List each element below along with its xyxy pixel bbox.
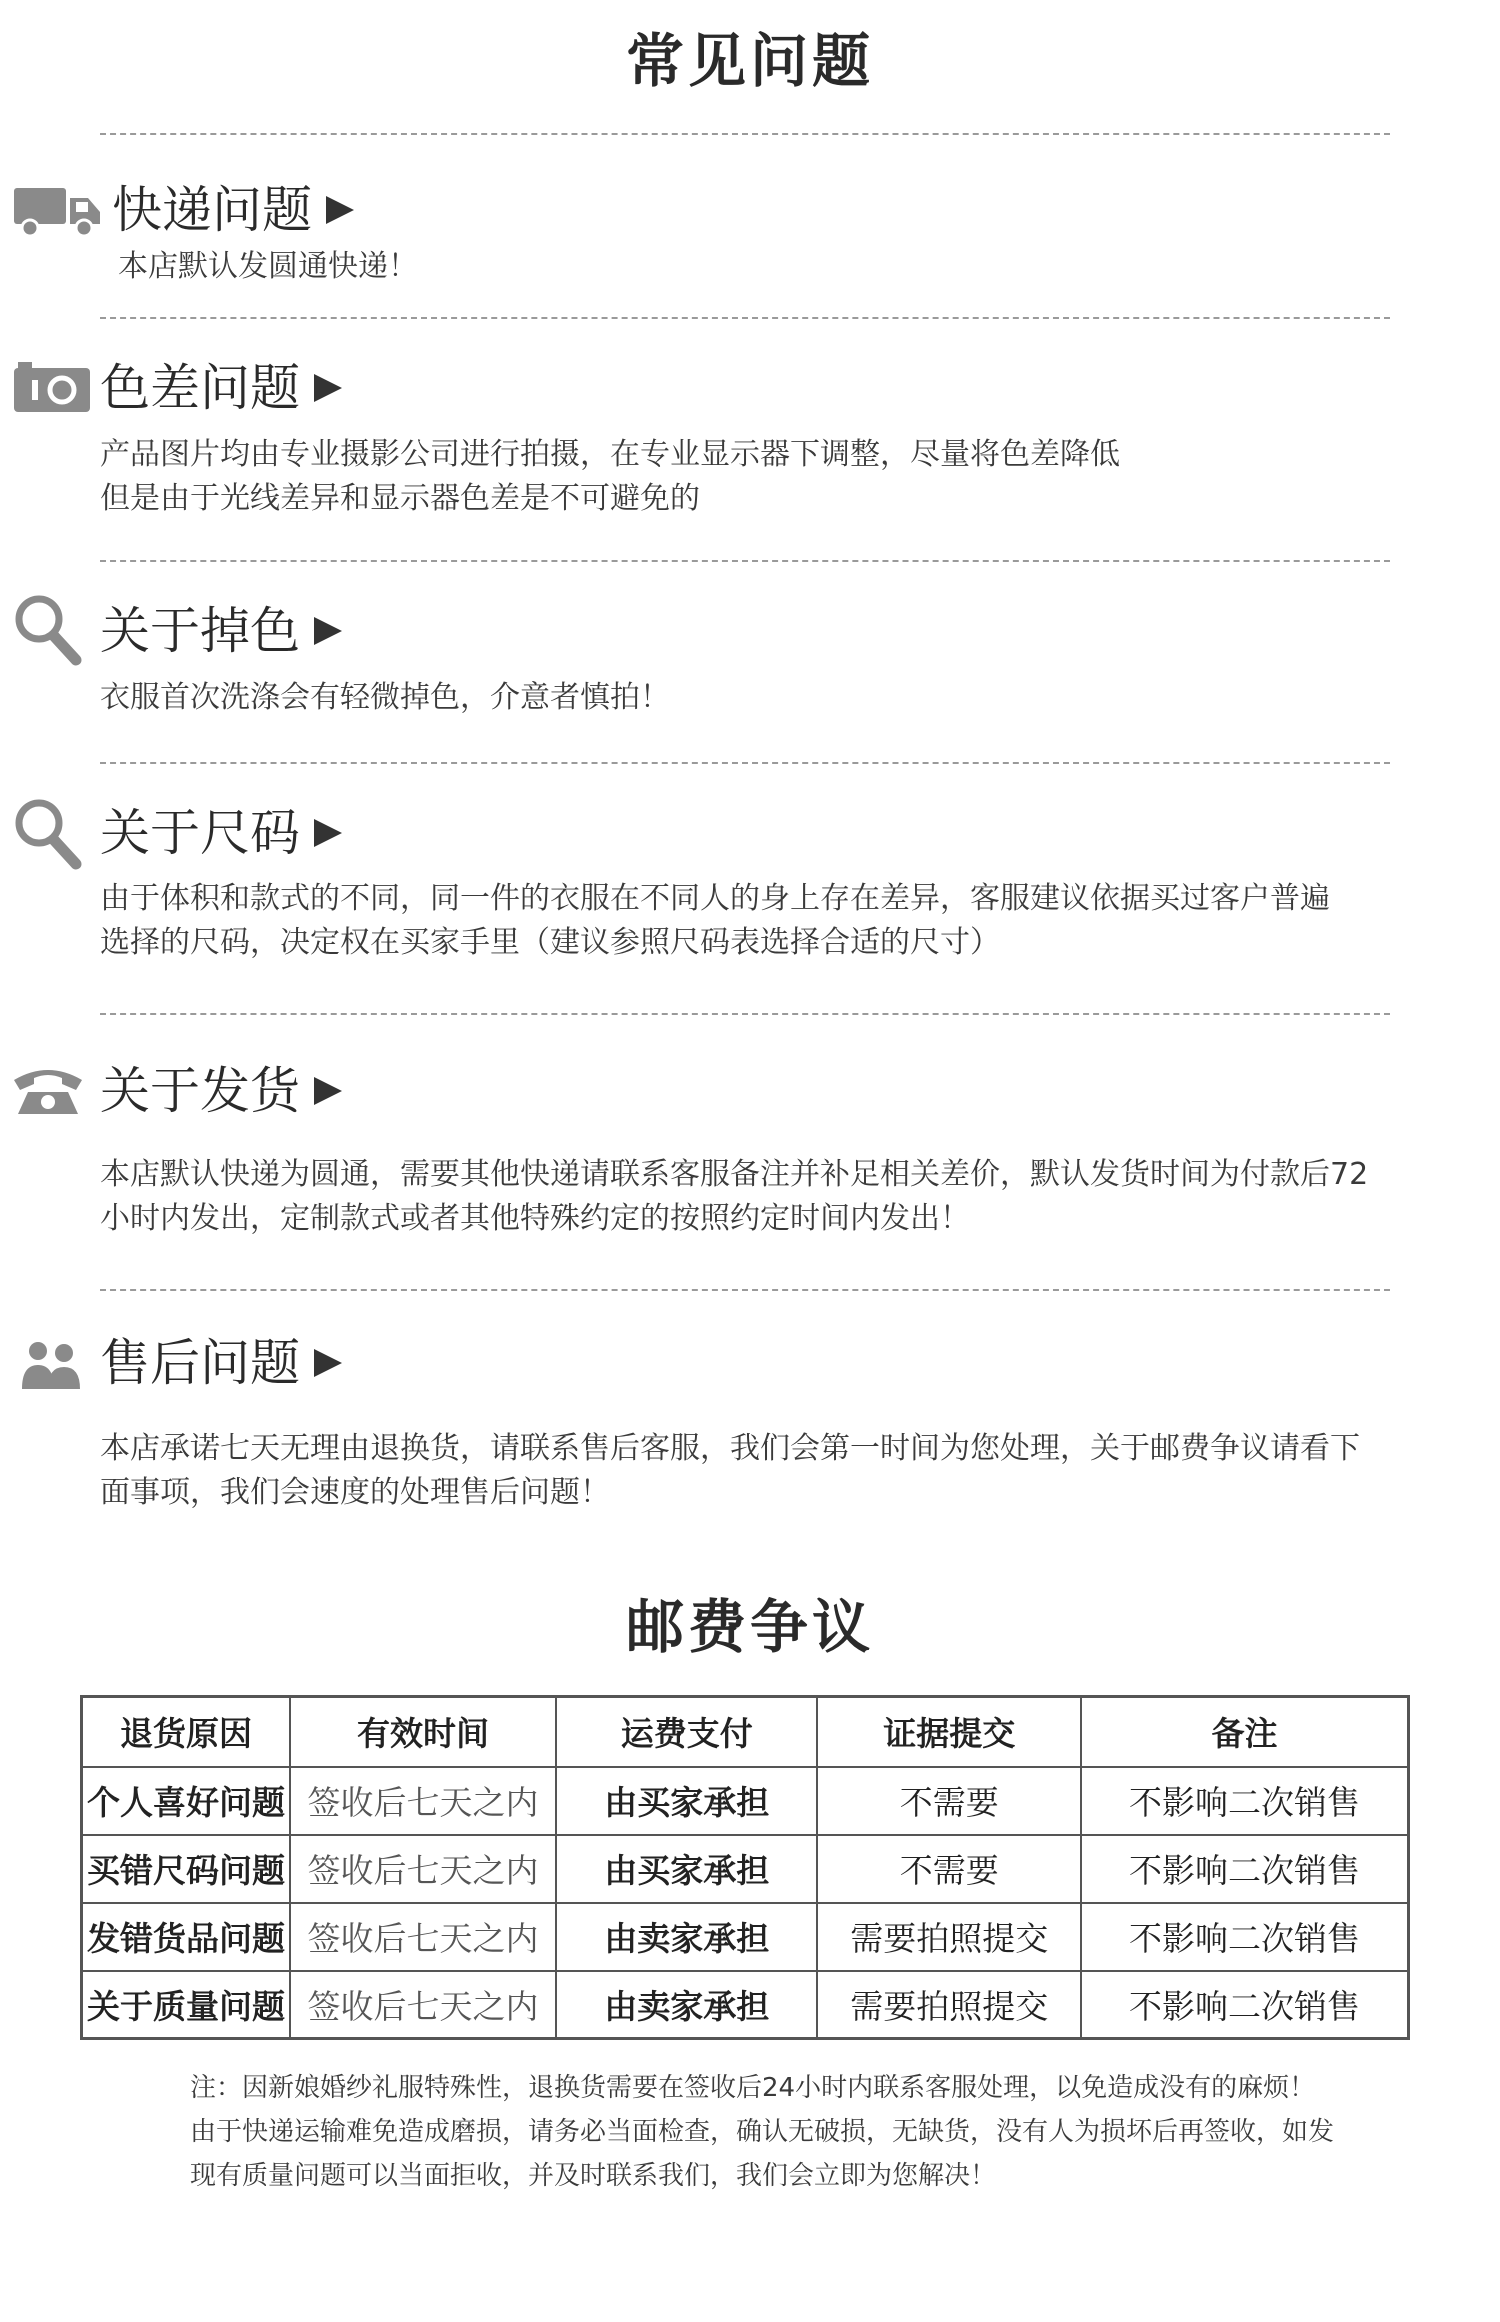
table-row <box>82 1903 1409 1971</box>
table-header: 运费支付 <box>556 1697 817 1767</box>
section-heading-shipping: 关于发货 <box>100 1061 342 1121</box>
section-heading-aftersales: 售后问题 <box>100 1333 342 1393</box>
arrow-right-icon <box>314 1349 342 1377</box>
table-cell: 签收后七天之内 <box>290 1971 556 2039</box>
users-icon <box>18 1337 84 1393</box>
section-heading-color: 色差问题 <box>100 358 342 418</box>
table-header: 备注 <box>1081 1697 1408 1767</box>
divider <box>100 762 1390 764</box>
divider <box>100 133 1390 135</box>
arrow-right-icon <box>314 819 342 847</box>
section-heading-size: 关于尺码 <box>100 803 342 863</box>
divider <box>100 1289 1390 1291</box>
table-cell: 由卖家承担 <box>556 1903 817 1971</box>
section-text-shipping: 本店默认快递为圆通，需要其他快递请联系客服备注并补足相关差价，默认发货时间为付款后72 小时内发出，定制款式或者其他特殊约定的按照约定时间内发出！ <box>100 1157 1369 1236</box>
table-cell: 由卖家承担 <box>556 1971 817 2039</box>
arrow-right-icon <box>314 374 342 402</box>
table-row <box>82 1835 1409 1903</box>
arrow-right-icon <box>326 196 354 224</box>
footer-note: 注：因新娘婚纱礼服特殊性，退换货需要在签收后24小时内联系客服处理，以免造成没有的麻烦！由于快递运输难免造成磨损，请务必当面检查，确认无破损，无缺货，没有人为损坏后再签收，如发现有质量问题可以当面拒收，并及时联系我们，我们会立即为您解决！ <box>190 2073 1335 2191</box>
table-cell: 由买家承担 <box>556 1767 817 1835</box>
table-cell: 签收后七天之内 <box>290 1767 556 1835</box>
divider <box>100 1013 1390 1015</box>
table-cell: 签收后七天之内 <box>290 1835 556 1903</box>
table-cell: 发错货品问题 <box>82 1903 291 1971</box>
fee-section-title: 邮费争议 <box>625 1593 874 1661</box>
table-header: 证据提交 <box>817 1697 1081 1767</box>
table-cell: 需要拍照提交 <box>817 1971 1081 2039</box>
table-cell: 不需要 <box>817 1835 1081 1903</box>
table-cell: 不影响二次销售 <box>1081 1903 1408 1971</box>
section-text-express: 本店默认发圆通快递！ <box>118 249 418 284</box>
divider <box>100 317 1390 319</box>
table-header-row <box>82 1697 1409 1767</box>
table-cell: 不需要 <box>817 1767 1081 1835</box>
table-cell: 不影响二次销售 <box>1081 1767 1408 1835</box>
camera-icon <box>12 360 92 416</box>
table-cell: 不影响二次销售 <box>1081 1835 1408 1903</box>
table-cell: 关于质量问题 <box>82 1971 291 2039</box>
table-cell: 需要拍照提交 <box>817 1903 1081 1971</box>
divider <box>100 560 1390 562</box>
magnifier-icon <box>12 592 82 666</box>
table-cell: 签收后七天之内 <box>290 1903 556 1971</box>
section-heading-express: 快递问题 <box>112 180 354 240</box>
arrow-right-icon <box>314 1077 342 1105</box>
table-cell: 买错尺码问题 <box>82 1835 291 1903</box>
magnifier-icon <box>12 796 82 870</box>
arrow-right-icon <box>314 617 342 645</box>
table-header: 退货原因 <box>82 1697 291 1767</box>
table-row <box>82 1971 1409 2039</box>
truck-icon <box>12 182 104 240</box>
section-text-color: 产品图片均由专业摄影公司进行拍摄，在专业显示器下调整，尽量将色差降低 但是由于光线差异和显示器色差是不可避免的 <box>100 437 1120 516</box>
table-header: 有效时间 <box>290 1697 556 1767</box>
telephone-icon <box>10 1058 86 1118</box>
fee-table <box>80 1695 1410 2040</box>
section-text-size: 由于体积和款式的不同，同一件的衣服在不同人的身上存在差异，客服建议依据买过客户普遍 选择的尺码，决定权在买家手里（建议参照尺码表选择合适的尺寸） <box>100 881 1330 960</box>
section-heading-fading: 关于掉色 <box>100 601 342 661</box>
table-cell: 不影响二次销售 <box>1081 1971 1408 2039</box>
page-title: 常见问题 <box>625 27 874 95</box>
table-cell: 由买家承担 <box>556 1835 817 1903</box>
table-cell: 个人喜好问题 <box>82 1767 291 1835</box>
section-text-aftersales: 本店承诺七天无理由退换货，请联系售后客服，我们会第一时间为您处理，关于邮费争议请看下 面事项，我们会速度的处理售后问题！ <box>100 1431 1360 1510</box>
section-text-fading: 衣服首次洗涤会有轻微掉色，介意者慎拍！ <box>100 680 670 715</box>
table-row <box>82 1767 1409 1835</box>
